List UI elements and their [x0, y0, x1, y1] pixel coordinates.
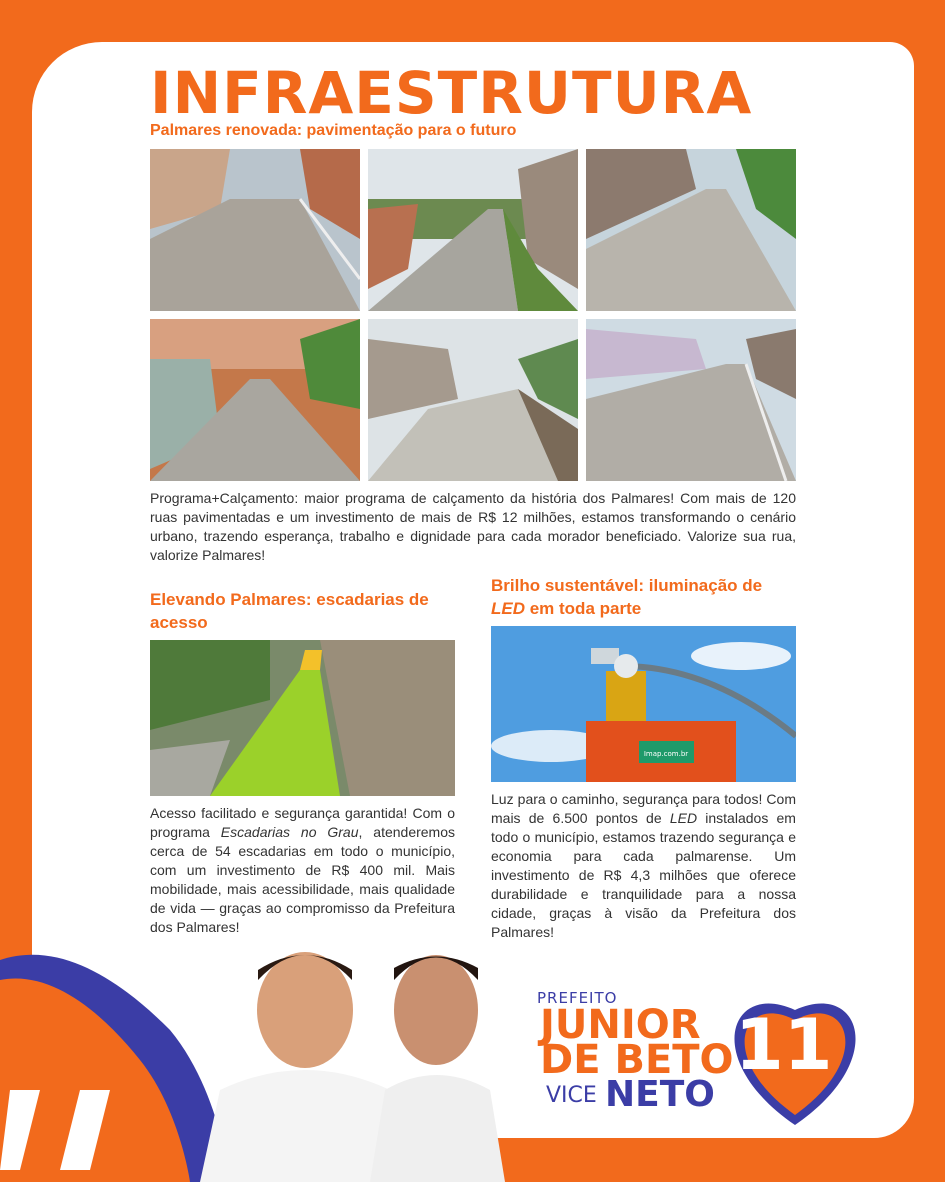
street-photo [586, 149, 796, 311]
led-photo [491, 626, 796, 782]
stairs-heading: Elevando Palmares: escadarias de acesso [150, 590, 429, 632]
vice-candidate-shirt [370, 1075, 505, 1182]
vice-name: NETO [605, 1074, 715, 1115]
page-subtitle: Palmares renovada: pavimentação para o futuro [150, 122, 517, 139]
candidate-face [257, 952, 353, 1068]
prefeito-label: PREFEITO [537, 989, 618, 1007]
candidate-number: 11 [735, 1004, 833, 1086]
paving-description: Programa+Calçamento: maior programa de calçamento da história dos Palmares! Com mais de 120 ruas pavimentadas e um investimento de mais de R$ 12 milhões, estamos transformando o cenário urbano, trazendo esperança, trabalho e dignidade para cada morador beneficiado. Valorize sua rua, valorize Palmares! [150, 490, 796, 563]
stairs-photo [150, 640, 455, 796]
bucket-label: Imap.com.br [643, 750, 689, 758]
street-photo [150, 149, 360, 311]
street-photo [368, 319, 578, 481]
paving-photo-grid [150, 149, 796, 481]
candidate-name-line2: DE BETO [540, 1037, 734, 1083]
street-photo [150, 319, 360, 481]
candidate-name-line1: JUNIOR [540, 1002, 701, 1048]
led-heading: Brilho sustentável: iluminação de LED em toda parte [491, 576, 763, 618]
stairs-description: Acesso facilitado e segurança garantida! Com o programa Escadarias no Grau, atenderemos cerca de 54 escadarias em todo o município, com um investimento de R$ 400 mil. Mais mobilidade, mais acessibilidade, mais qualidade de vida — graças ao compromisso da Prefeitura dos Palmares! [150, 805, 455, 935]
street-photo [368, 149, 578, 311]
street-photo [586, 319, 796, 481]
page-title: INFRAESTRUTURA [150, 59, 753, 127]
vice-label: VICE [546, 1083, 597, 1108]
vice-candidate-face [394, 955, 478, 1065]
led-description: Luz para o caminho, segurança para todos! Com mais de 6.500 pontos de LED instalados em todo o município, estamos trazendo segurança e economia para cada palmarense. Um investimento de R$ 4,3 milhões que oferece durabilidade e tranquilidade para a nossa cidade, graças à visão da Prefeitura dos Palmares! [491, 791, 796, 940]
